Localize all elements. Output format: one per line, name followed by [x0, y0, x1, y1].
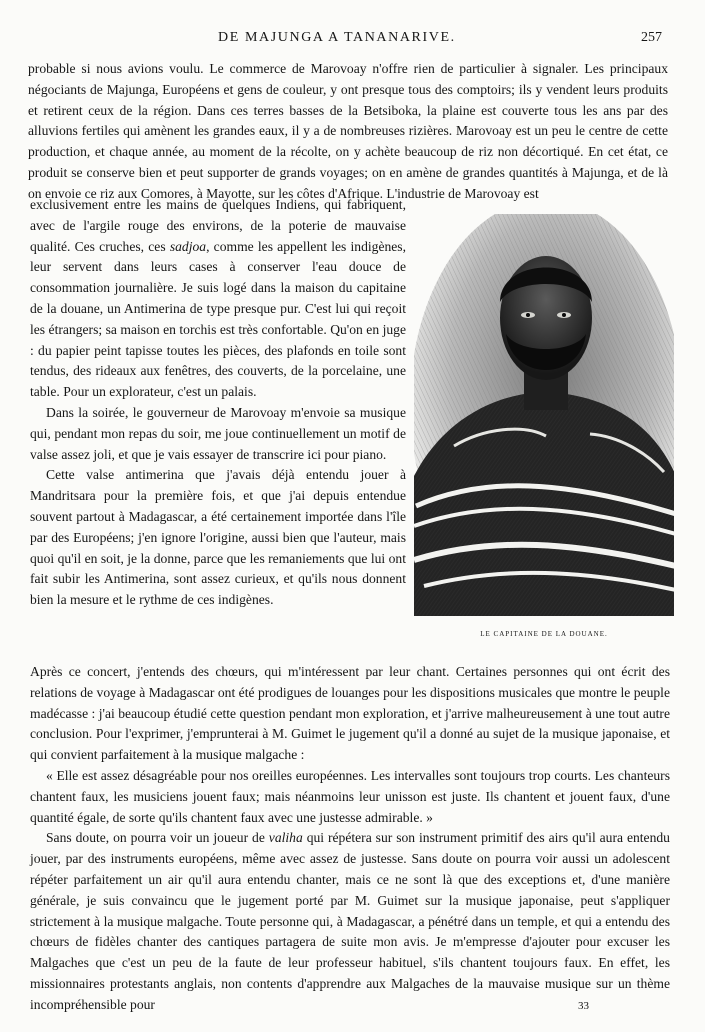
- paragraph-marovoay-commerce: probable si nous avions voulu. Le commerce de Marovoay n'offre rien de particulier à signaler. Les principaux négociants de Majunga, Européens et gens de couleur, y ont presque tous des comptoirs; ils y vendent leurs produits et retirent ceux de la région. Dans ces terres basses de la Betsiboka, la plaine est couverte tous les ans par des alluvions fertiles qui amènent les grandes eaux, il y a de nombreuses rizières. Marovoay est un peu le centre de cette production, et chaque année, au moment de la récolte, on y achète beaucoup de riz non décortiqué. En cet état, ce produit se conserve bien et peut supporter de grands voyages; on en amène de grandes quantités à Majunga, et de là on envoie ce riz aux Comores, à Mayotte, sur les côtes d'Afrique. L'industrie de Marovoay est: [28, 61, 668, 201]
- signature-mark: 33: [578, 1000, 589, 1012]
- paragraph-choirs: Après ce concert, j'entends des chœurs, qui m'intéressent par leur chant. Certaines personnes qui ont écrit des relations de voyage à Madagascar ont été prodigues de louanges pour les dispositions musicales que montre le peuple madécasse : j'ai beaucoup étudié cette question pendant mon exploration, et j'arrive malheureusement à une tout autre conclusion. Pour l'exprimer, j'emprunterai à M. Guimet le jugement qu'il a donné au sujet de la musique japonaise, et qui convient parfaitement à la musique malgache :: [30, 664, 670, 763]
- running-header: [0, 26, 705, 50]
- text-run: exclusivement entre les mains de quelques Indiens, qui fabriquent, avec de l'argile rouge des environs, de la poterie de mauvaise qualité. Ces cruches, ces: [30, 197, 406, 254]
- paragraph-valiha: [30, 828, 670, 1015]
- portrait-illustration: [414, 214, 674, 616]
- portrait-engraving: [414, 214, 674, 616]
- paragraph-evening-music: Dans la soirée, le gouverneur de Marovoay m'envoie sa musique qui, pendant mon repas du soir, me joue continuellement un motif de valse assez joli, et que je vais essayer de transcrire ici pour piano.: [30, 404, 406, 462]
- italic-term: sadjoa: [169, 238, 207, 254]
- text-run: qui répétera sur son instrument primitif des airs qu'il aura entendu jouer, par des instruments européens, même avec assez de justesse. Sans doute on pourra voir aussi un adolescent répéter parfaitement un air qu'il aura entendu chanter, mais ce ne sont là que des exceptions et, d'une manière générale, je suis convaincu que le jugement porté par M. Guimet sur la musique japonaise, peut s'appliquer strictement à la musique malgache. Toute personne qui, à Madagascar, a pénétré dans un temple, et qui a entendu des chœurs de fidèles chanter des cantiques partagera de suite mon avis. Je m'empresse d'ajouter pour excuser les Malgaches que c'est un peu de la faute de leur professeur habituel, s'ils chantent toujours faux. En effet, les missionnaires protestants anglais, non contents d'apprendre aux Malgaches de la mauvaise musique sur un thème incompréhensible pour: [30, 830, 670, 1012]
- quote-guimet: « Elle est assez désagréable pour nos oreilles européennes. Les intervalles sont toujours trop courts. Les chanteurs chantent faux, les musiciens jouent faux; mais néanmoins leur unisson est juste. Ils chantent et jouent faux, d'une quantité égale, de sorte qu'ils chantent faux avec une justesse admirable. »: [30, 767, 670, 825]
- page-number: 257: [641, 30, 662, 45]
- text-run: Sans doute, on pourra voir un joueur de: [46, 830, 269, 846]
- figure-caption: LE CAPITAINE DE LA DOUANE.: [480, 630, 608, 638]
- italic-term: valiha: [268, 830, 303, 846]
- paragraph-industry: [30, 195, 406, 403]
- wrapped-text-block: [30, 195, 406, 611]
- running-title: DE MAJUNGA A TANANARIVE.: [218, 30, 456, 45]
- text-run: , comme les appellent les indigènes, leur servent dans leurs cases à conserver l'eau douce de consommation journalière. Je suis logé dans la maison du capitaine de la douane, un Antimerina de type presque pur. C'est lui qui reçoit les étrangers; sa maison en torchis est très confortable. Qu'on en juge : du papier peint tapisse toutes les pièces, des plafonds en toile sont tendus, des rideaux aux fenêtres, des couverts, de la porcelaine, une table. Pour un explorateur, c'est un palais.: [30, 238, 406, 400]
- top-text-block: [28, 59, 668, 205]
- bottom-text-block: [30, 662, 670, 1016]
- paragraph-waltz: Cette valse antimerina que j'avais déjà entendu jouer à Mandritsara pour la première fois, et que j'ai depuis entendue souvent partout à Madagascar, a été certainement importée dans l'île par des Européens; j'en ignore l'origine, aussi bien que l'auteur, mais quoi qu'il en soit, je la donne, parce que les remaniements que lui ont fait subir les Antimerina, sont assez curieux, et qu'ils nous donnent bien la mesure et le rythme de ces indigènes.: [30, 467, 406, 608]
